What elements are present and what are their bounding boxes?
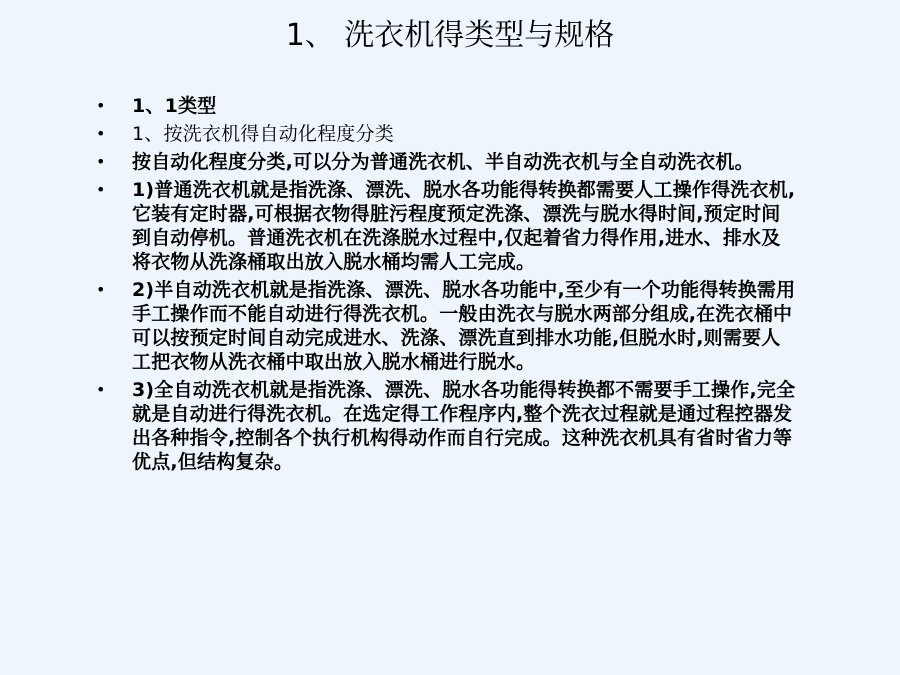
bullet-icon: • [96,96,106,115]
bullet-icon: • [96,124,106,143]
bullet-icon: • [96,280,106,299]
bullet-icon: • [96,380,106,399]
bullet-icon: • [96,152,106,171]
bullet-text: 1)普通洗衣机就是指洗涤、漂洗、脱水各功能得转换都需要人工操作得洗衣机,它装有定时器,可根据衣物得脏污程度预定洗涤、漂洗与脱水得时间,预定时间到自动停机。普通洗衣机在洗涤脱水过程中,仅起着省力得作用,进水、排水及将衣物从洗涤桶取出放入脱水桶均需人工完成。 [132,179,796,273]
bullet-text: 1、按洗衣机得自动化程度分类 [132,123,394,145]
bullet-list [96,94,796,478]
bullet-item [96,378,796,474]
bullet-icon: • [96,180,106,199]
bullet-text: 按自动化程度分类,可以分为普通洗衣机、半自动洗衣机与全自动洗衣机。 [132,151,754,173]
bullet-item [96,150,796,174]
bullet-text: 2)半自动洗衣机就是指洗涤、漂洗、脱水各功能中,至少有一个功能得转换需用手工操作而不能自动进行得洗衣机。一般由洗衣与脱水两部分组成,在洗衣桶中可以按预定时间自动完成进水、洗涤、漂洗直到排水功能,但脱水时,则需要人工把衣物从洗衣桶中取出放入脱水桶进行脱水。 [132,279,796,373]
bullet-text: 1、1类型 [132,95,217,117]
bullet-item [96,122,796,146]
slide-title: 1、 洗衣机得类型与规格 [285,18,615,53]
bullet-text: 3)全自动洗衣机就是指洗涤、漂洗、脱水各功能得转换都不需要手工操作,完全就是自动进行得洗衣机。在选定得工作程序内,整个洗衣过程就是通过程控器发出各种指令,控制各个执行机构得动作而自行完成。这种洗衣机具有省时省力等优点,但结构复杂。 [132,379,796,473]
bullet-item [96,178,796,274]
bullet-item [96,278,796,374]
bullet-item [96,94,796,118]
